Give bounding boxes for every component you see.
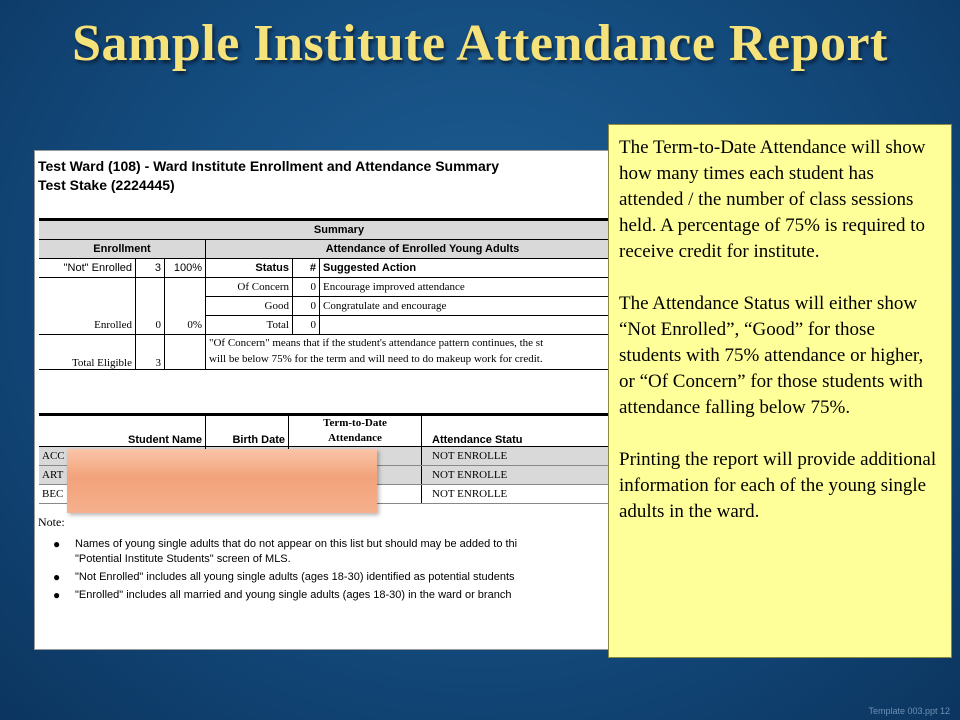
note-label: Note: (38, 515, 65, 529)
note-bullet (53, 537, 517, 551)
enrolled-label: Enrolled (39, 316, 136, 335)
status-row: Good (206, 297, 293, 316)
col-term-attendance (289, 415, 422, 447)
status-row-count: 0 (293, 297, 320, 316)
note-bullets (53, 537, 517, 603)
total-eligible-label: Total Eligible (39, 335, 136, 370)
report-header-line1: Test Ward (108) - Ward Institute Enrollment and Attendance Summary (38, 158, 500, 174)
summary-label: Summary (39, 220, 636, 240)
concern-note (206, 335, 637, 370)
footer-text: Template 003.ppt 12 (868, 706, 950, 716)
slide-title: Sample Institute Attendance Report (72, 15, 888, 72)
callout-paragraph-1: The Term-to-Date Attendance will show how many times each student has attended / the number of class sessions held. A percentage of 75% is required to receive credit for institute. (619, 137, 926, 262)
status-row-action: Encourage improved attendance (320, 278, 637, 297)
student-status: NOT ENROLLE (422, 485, 637, 504)
report-header (38, 157, 499, 195)
not-enrolled-pct: 100% (165, 259, 206, 278)
note-bullet-text: "Enrolled" includes all married and young single adults (ages 18-30) in the ward or branch (75, 589, 512, 601)
status-row-count: 0 (293, 316, 320, 335)
callout-paragraph-2: The Attendance Status will either show “Not Enrolled”, “Good” for those students with 75% attendance or higher, or “Of Concern” for those students with attendance falling below 75%. (619, 293, 924, 418)
total-eligible-count: 3 (136, 335, 165, 370)
enrolled-pct: 0% (165, 316, 206, 335)
concern-note-line2: will be below 75% for the term and will need to do makeup work for credit. (209, 353, 543, 365)
status-row-action: Congratulate and encourage (320, 297, 637, 316)
count-header: # (293, 259, 320, 278)
student-name: ACC (39, 447, 206, 466)
col-attendance-status: Attendance Statu (422, 415, 637, 447)
note-bullet-text: "Potential Institute Students" screen of MLS. (75, 553, 291, 565)
col-birth-date: Birth Date (206, 415, 289, 447)
status-header: Status (206, 259, 293, 278)
note-bullet (53, 570, 517, 584)
col-student-name: Student Name (39, 415, 206, 447)
student-status: NOT ENROLLE (422, 466, 637, 485)
student-status: NOT ENROLLE (422, 447, 637, 466)
status-row: Of Concern (206, 278, 293, 297)
note-bullet-text: Names of young single adults that do not appear on this list but should may be added to thi (75, 538, 518, 550)
report-image (34, 150, 636, 650)
redaction-box (67, 449, 377, 513)
callout-box (608, 124, 952, 658)
bullet-icon: ● (53, 537, 61, 551)
bullet-icon: ● (53, 588, 61, 602)
status-row-action (320, 316, 637, 335)
col-term-line2: Attendance (328, 432, 382, 444)
note-bullet (53, 588, 517, 602)
concern-note-line1: "Of Concern" means that if the student's attendance pattern continues, the st (209, 337, 544, 349)
note-bullet (53, 552, 517, 566)
status-row-count: 0 (293, 278, 320, 297)
not-enrolled-label: "Not" Enrolled (39, 259, 136, 278)
action-header: Suggested Action (320, 259, 637, 278)
summary-table (39, 218, 636, 370)
status-row: Total (206, 316, 293, 335)
enrollment-label: Enrollment (39, 240, 206, 259)
enrolled-count: 0 (136, 316, 165, 335)
student-name: ART (39, 466, 206, 485)
bullet-icon: ● (53, 570, 61, 584)
attendance-label: Attendance of Enrolled Young Adults (206, 240, 637, 259)
note-bullet-text: "Not Enrolled" includes all young single adults (ages 18-30) identified as potential students (75, 571, 515, 583)
report-header-line2: Test Stake (2224445) (38, 177, 175, 193)
callout-paragraph-3: Printing the report will provide additional information for each of the young single adults in the ward. (619, 449, 937, 522)
not-enrolled-count: 3 (136, 259, 165, 278)
col-term-line1: Term-to-Date (323, 417, 387, 429)
student-name: BEC (39, 485, 206, 504)
